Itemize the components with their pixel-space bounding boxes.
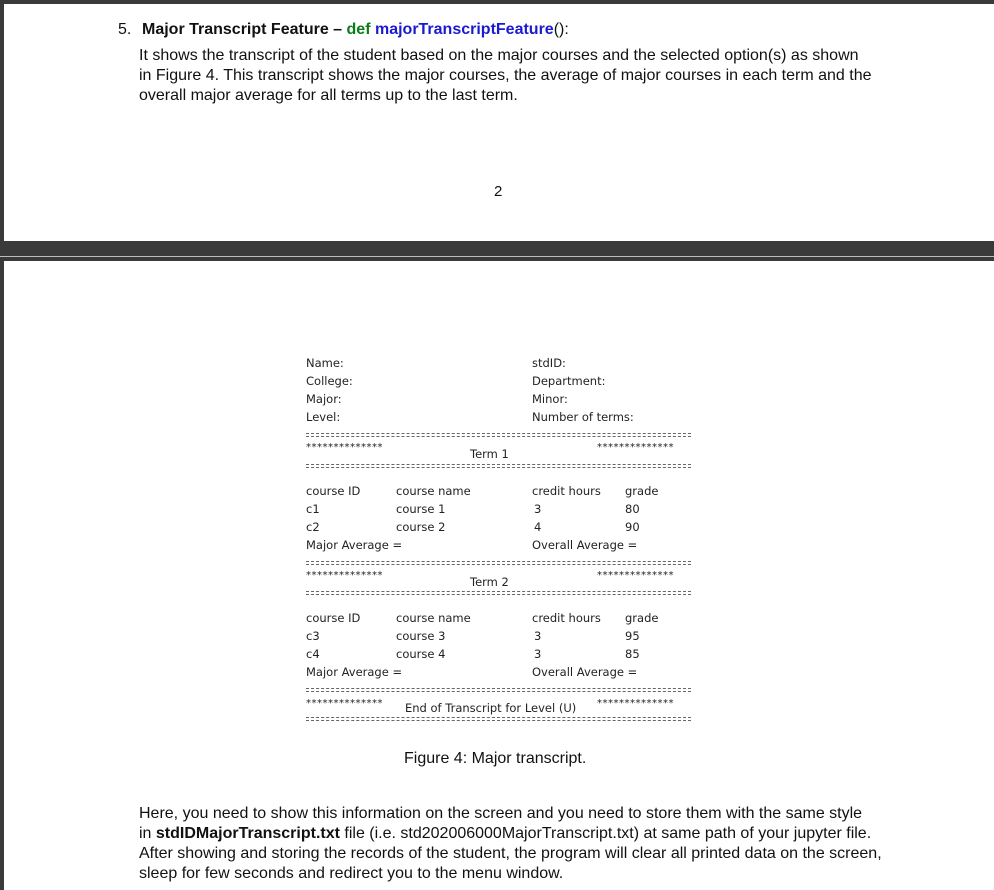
info-minor-label: Minor:: [532, 392, 568, 406]
page-divider: [0, 256, 994, 257]
credit-hours-cell: 3: [534, 629, 542, 643]
course-id-cell: c1: [306, 502, 320, 516]
header-course-id: course ID: [306, 484, 361, 498]
closing-paragraph: [139, 804, 909, 884]
info-major-label: Major:: [306, 392, 342, 406]
section-heading: [118, 20, 569, 40]
course-name-cell: course 4: [396, 647, 446, 661]
figure-caption: Figure 4: Major transcript.: [404, 750, 587, 767]
document-page-1: [4, 4, 994, 241]
function-suffix: ():: [553, 21, 569, 38]
overall-average-label: Overall Average =: [532, 665, 638, 679]
info-college-label: College:: [306, 374, 353, 388]
term-1-label: Term 1: [470, 447, 509, 461]
document-page-2: [4, 261, 994, 890]
info-stdid-label: stdID:: [532, 356, 566, 370]
grade-cell: 80: [625, 502, 640, 516]
section-title: Major Transcript Feature: [142, 21, 329, 38]
separator-line: [306, 433, 691, 437]
separator-line: [306, 464, 691, 468]
stars-right: **************: [597, 570, 674, 581]
closing-line: After showing and storing the records of the student, the program will clear all printed data on the screen,: [139, 845, 882, 862]
info-name-label: Name:: [306, 356, 344, 370]
course-name-cell: course 2: [396, 520, 446, 534]
closing-line: sleep for few seconds and redirect you to the menu window.: [139, 865, 564, 882]
section-description: [139, 46, 909, 106]
section-number: 5.: [118, 21, 132, 38]
credit-hours-cell: 4: [534, 520, 542, 534]
term-2-label: Term 2: [470, 575, 509, 589]
closing-prefix: in: [139, 825, 156, 842]
course-name-cell: course 1: [396, 502, 446, 516]
stars-left: **************: [306, 698, 383, 709]
header-course-id: course ID: [306, 611, 361, 625]
separator-line: [306, 717, 691, 721]
header-credit-hours: credit hours: [532, 611, 601, 625]
header-credit-hours: credit hours: [532, 484, 601, 498]
separator-line: [306, 688, 691, 692]
file-name: stdIDMajorTranscript.txt: [155, 825, 340, 842]
header-course-name: course name: [396, 611, 471, 625]
course-id-cell: c2: [306, 520, 320, 534]
stars-left: **************: [306, 570, 383, 581]
closing-suffix: file (i.e. std202006000MajorTranscript.txt) at same path of your jupyter file.: [339, 825, 872, 842]
course-id-cell: c4: [306, 647, 320, 661]
course-name-cell: course 3: [396, 629, 446, 643]
function-name: majorTranscriptFeature: [374, 21, 554, 38]
closing-line: Here, you need to show this information on the screen and you need to store them with the same style: [139, 805, 863, 822]
header-grade: grade: [625, 484, 659, 498]
info-department-label: Department:: [532, 374, 606, 388]
header-course-name: course name: [396, 484, 471, 498]
info-terms-label: Number of terms:: [532, 410, 634, 424]
transcript-figure: [301, 350, 691, 730]
major-average-label: Major Average =: [306, 665, 403, 679]
separator-line: [306, 561, 691, 565]
title-dash: –: [328, 21, 347, 38]
credit-hours-cell: 3: [534, 647, 542, 661]
description-line: It shows the transcript of the student based on the major courses and the selected option(s) as shown: [139, 47, 859, 64]
info-level-label: Level:: [306, 410, 341, 424]
def-keyword: def: [346, 21, 371, 38]
major-average-label: Major Average =: [306, 538, 403, 552]
description-line: overall major average for all terms up to the last term.: [139, 87, 518, 104]
end-of-transcript-text: End of Transcript for Level (U): [405, 701, 577, 715]
grade-cell: 90: [625, 520, 640, 534]
overall-average-label: Overall Average =: [532, 538, 638, 552]
closing-line: [139, 824, 909, 844]
grade-cell: 85: [625, 647, 640, 661]
grade-cell: 95: [625, 629, 640, 643]
stars-left: **************: [306, 442, 383, 453]
page-number: 2: [494, 183, 503, 200]
course-id-cell: c3: [306, 629, 320, 643]
stars-right: **************: [597, 698, 674, 709]
credit-hours-cell: 3: [534, 502, 542, 516]
description-line: in Figure 4. This transcript shows the major courses, the average of major courses in each term and the: [139, 67, 872, 84]
stars-right: **************: [597, 442, 674, 453]
separator-line: [306, 591, 691, 595]
header-grade: grade: [625, 611, 659, 625]
